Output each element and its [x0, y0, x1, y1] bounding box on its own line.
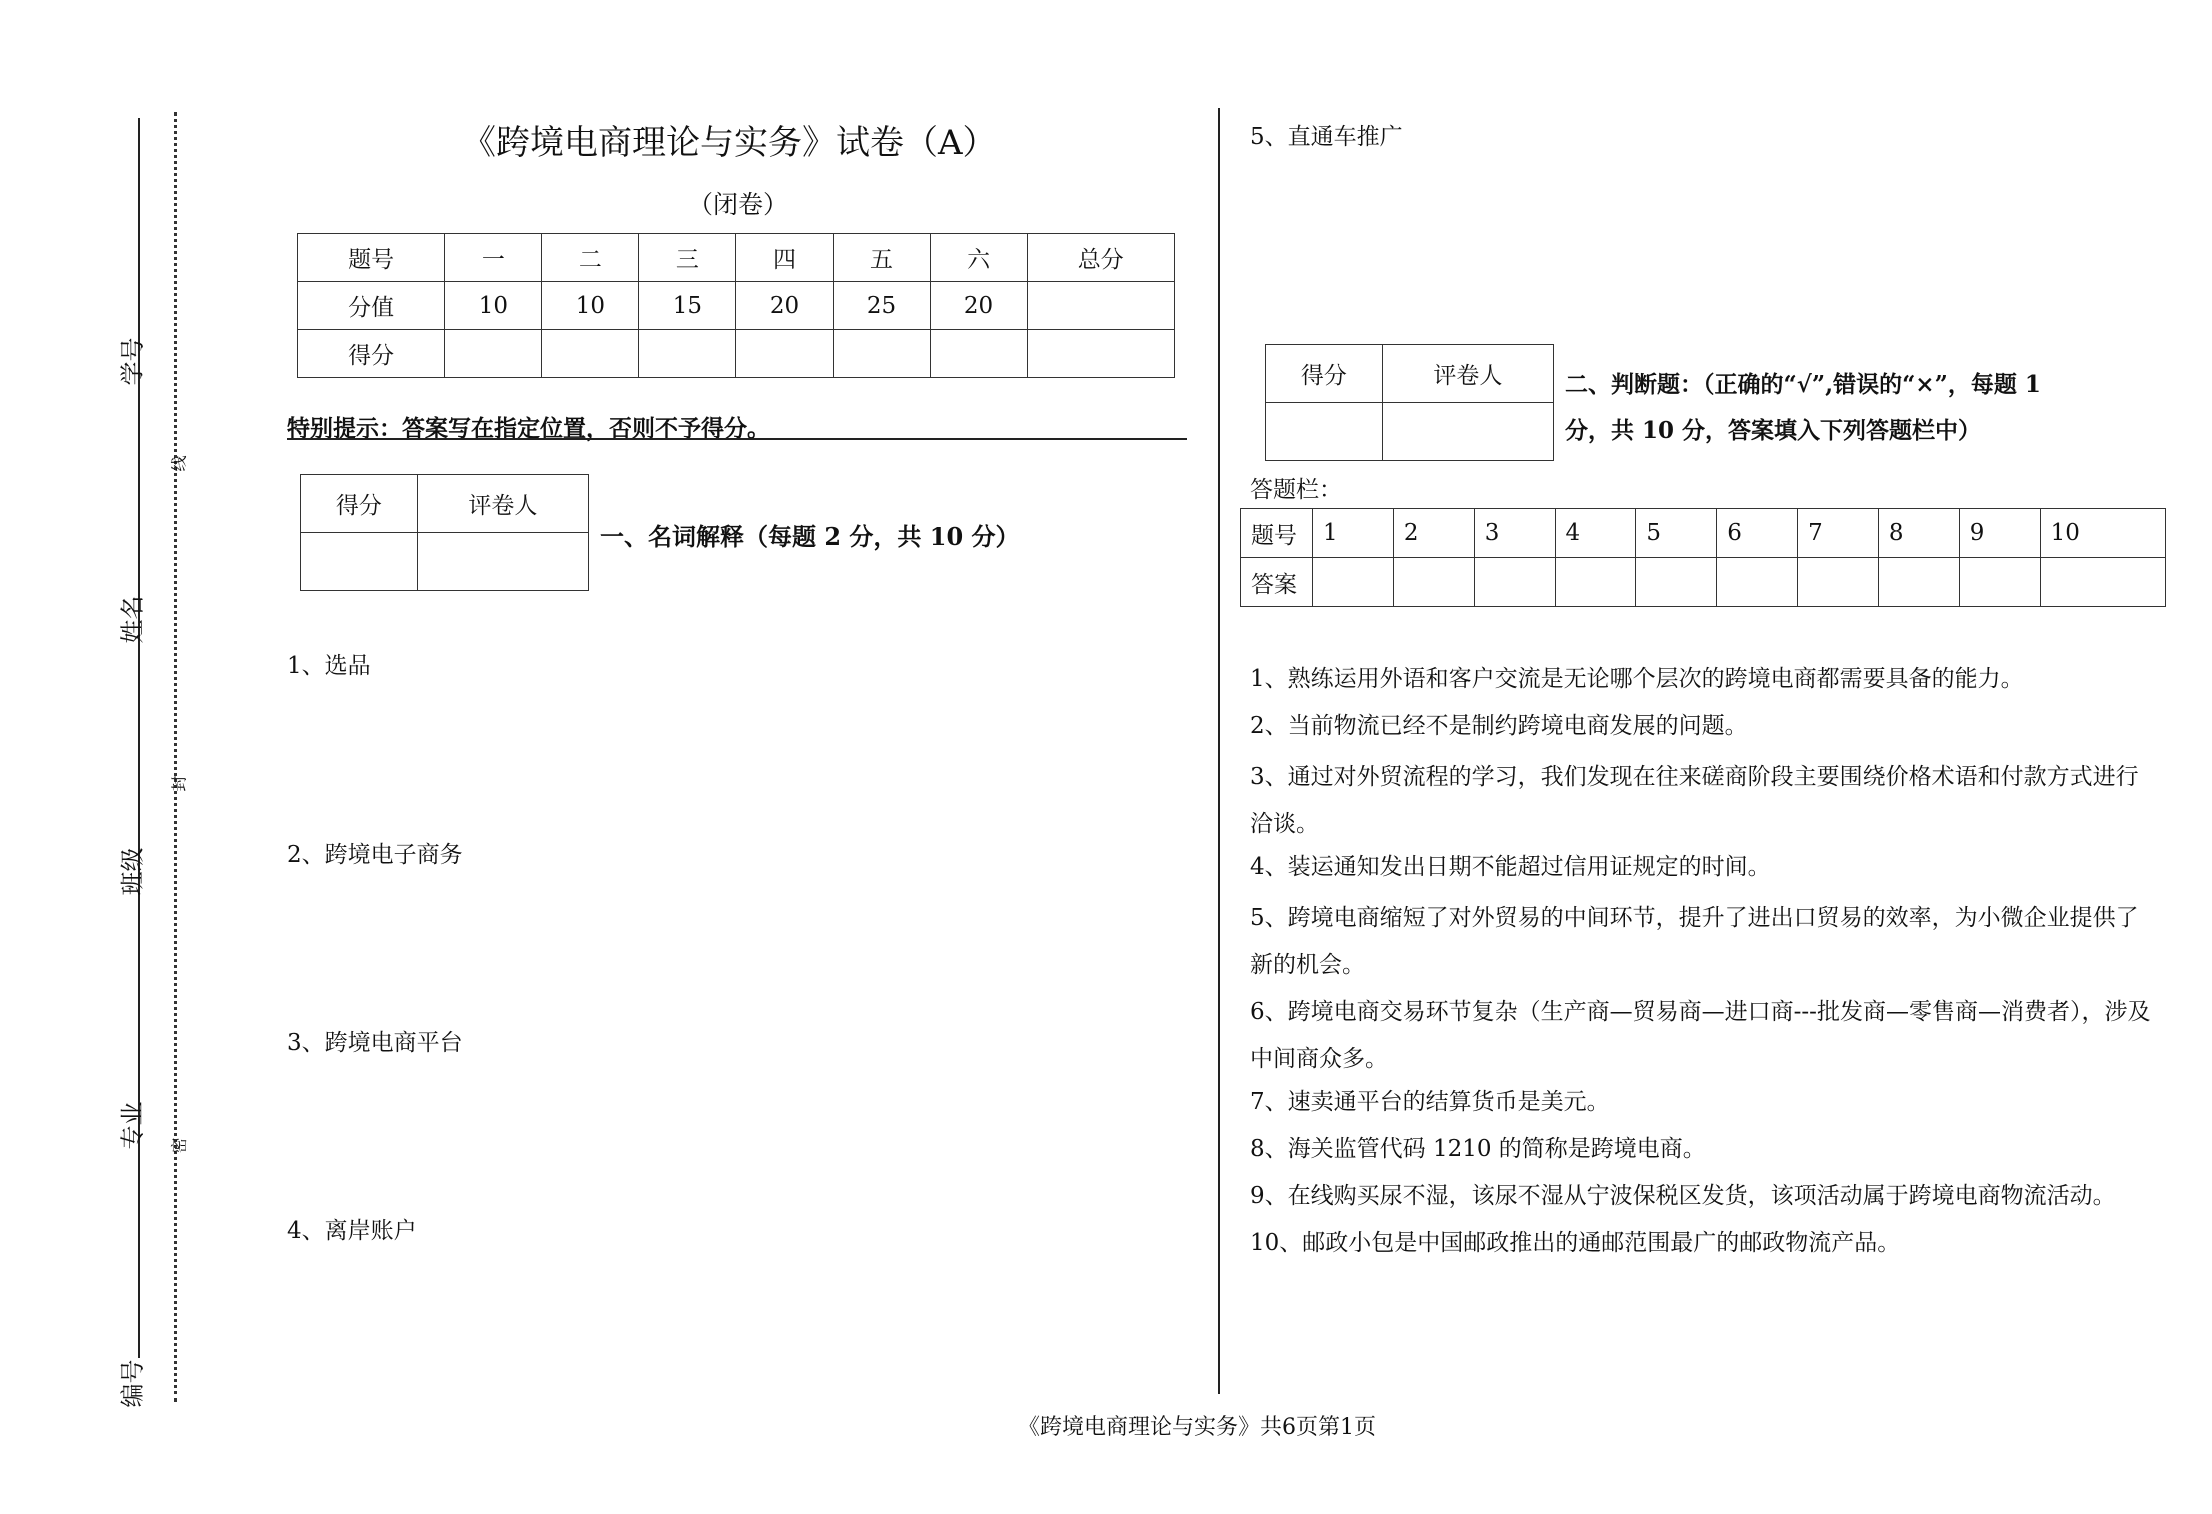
- answer-entry-cell[interactable]: [1313, 558, 1394, 607]
- judgment-item: 8、海关监管代码 1210 的简称是跨境电商。: [1250, 1136, 1706, 1162]
- score-table: [297, 233, 1175, 378]
- answer-entry-cell[interactable]: [1474, 558, 1555, 607]
- answer-entry-cell[interactable]: [2040, 558, 2165, 607]
- score-table-cell: 二: [542, 234, 639, 282]
- judgment-item: 6、跨境电商交易环节复杂（生产商—贸易商—进口商---批发商—零售商—消费者），涉及中间商众多。: [1250, 999, 2151, 1072]
- grader-score-entry[interactable]: [1266, 403, 1383, 461]
- score-table-cell: 五: [833, 234, 930, 282]
- answer-entry-cell[interactable]: [1636, 558, 1717, 607]
- column-divider: [1218, 108, 1220, 1394]
- score-table-cell: 三: [639, 234, 736, 282]
- answer-table: [1240, 508, 2166, 607]
- exam-subtitle: （闭卷）: [688, 190, 789, 219]
- term-item: 3、跨境电商平台: [287, 1030, 463, 1056]
- class-label: 班级: [118, 847, 147, 896]
- answer-entry-cell[interactable]: [1393, 558, 1474, 607]
- section2-grader-box: [1265, 344, 1554, 461]
- answer-entry-cell[interactable]: [1878, 558, 1959, 607]
- score-entry-cell[interactable]: [445, 330, 542, 378]
- special-notice: 特别提示：答案写在指定位置，否则不予得分。: [287, 415, 770, 442]
- major-label: 专业: [118, 1101, 147, 1150]
- score-entry-cell[interactable]: [930, 330, 1027, 378]
- score-table-cell: 六: [930, 234, 1027, 282]
- answer-entry-cell[interactable]: [1555, 558, 1636, 607]
- answer-table-row: [1241, 509, 2166, 558]
- score-table-cell: 得分: [298, 330, 445, 378]
- answer-table-cell: 2: [1393, 509, 1474, 558]
- grader-box-row: [301, 475, 589, 533]
- answer-table-cell: 10: [2040, 509, 2165, 558]
- judgment-item: 5、跨境电商缩短了对外贸易的中间环节，提升了进出口贸易的效率，为小微企业提供了新的机会。: [1250, 905, 2139, 978]
- grader-box-row: [1266, 345, 1554, 403]
- score-table-cell: 总分: [1027, 234, 1174, 282]
- term-item: 2、跨境电子商务: [287, 842, 463, 868]
- grader-name-label: 评卷人: [1382, 345, 1553, 403]
- term-item: 4、离岸账户: [287, 1218, 417, 1244]
- score-table-row: [298, 330, 1175, 378]
- cut-mark-seal: 封: [169, 775, 189, 792]
- answer-table-cell: 答案: [1241, 558, 1313, 607]
- term-item: 1、选品: [287, 653, 371, 679]
- section1-heading: 一、名词解释（每题 2 分，共 10 分）: [600, 522, 1020, 551]
- judgment-item: 10、邮政小包是中国邮政推出的通邮范围最广的邮政物流产品。: [1250, 1230, 1901, 1256]
- answer-entry-cell[interactable]: [1959, 558, 2040, 607]
- answer-table-cell: 题号: [1241, 509, 1313, 558]
- judgment-item: 4、装运通知发出日期不能超过信用证规定的时间。: [1250, 854, 1771, 880]
- answer-entry-cell[interactable]: [1717, 558, 1798, 607]
- answer-table-cell: 8: [1878, 509, 1959, 558]
- score-table-cell: 15: [639, 282, 736, 330]
- score-table-cell: [1027, 282, 1174, 330]
- notice-underline: [287, 438, 1187, 440]
- grader-box-row: [1266, 403, 1554, 461]
- section2-heading-line2: 分，共 10 分，答案填入下列答题栏中）: [1565, 417, 1982, 444]
- answer-bar-label: 答题栏：: [1250, 477, 1342, 503]
- answer-table-cell: 6: [1717, 509, 1798, 558]
- score-table-cell: 20: [736, 282, 833, 330]
- grader-score-label: 得分: [301, 475, 418, 533]
- score-table-cell: 20: [930, 282, 1027, 330]
- judgment-item: 7、速卖通平台的结算货币是美元。: [1250, 1089, 1610, 1115]
- answer-entry-cell[interactable]: [1798, 558, 1879, 607]
- score-table-cell: 四: [736, 234, 833, 282]
- grader-score-label: 得分: [1266, 345, 1383, 403]
- score-table-row: [298, 282, 1175, 330]
- section1-grader-box: [300, 474, 589, 591]
- answer-table-cell: 7: [1798, 509, 1879, 558]
- binding-line: [138, 118, 140, 1358]
- score-entry-cell[interactable]: [1027, 330, 1174, 378]
- score-table-cell: 10: [542, 282, 639, 330]
- exam-title: 《跨境电商理论与实务》试卷（A）: [462, 123, 997, 163]
- section2-heading-line1: 二、判断题：（正确的“√”,错误的“×”，每题 1: [1565, 371, 2041, 398]
- score-table-cell: 10: [445, 282, 542, 330]
- number-label: 编号: [118, 1359, 147, 1408]
- name-label: 姓名: [118, 595, 147, 644]
- grader-name-entry[interactable]: [417, 533, 588, 591]
- cut-mark-secret: 密: [169, 1137, 189, 1154]
- score-entry-cell[interactable]: [542, 330, 639, 378]
- term-item: 5、直通车推广: [1250, 124, 1403, 150]
- student-id-label: 学号: [118, 337, 147, 386]
- judgment-item: 1、熟练运用外语和客户交流是无论哪个层次的跨境电商都需要具备的能力。: [1250, 666, 2024, 692]
- page-footer: 《跨境电商理论与实务》共6页第1页: [1018, 1415, 1376, 1440]
- answer-table-cell: 9: [1959, 509, 2040, 558]
- score-table-cell: 分值: [298, 282, 445, 330]
- judgment-item: 9、在线购买尿不湿，该尿不湿从宁波保税区发货，该项活动属于跨境电商物流活动。: [1250, 1183, 2116, 1209]
- cut-line: [174, 112, 177, 1402]
- score-entry-cell[interactable]: [639, 330, 736, 378]
- score-entry-cell[interactable]: [833, 330, 930, 378]
- answer-table-cell: 3: [1474, 509, 1555, 558]
- score-table-row: [298, 234, 1175, 282]
- answer-table-row: [1241, 558, 2166, 607]
- grader-score-entry[interactable]: [301, 533, 418, 591]
- score-table-cell: 一: [445, 234, 542, 282]
- answer-table-cell: 5: [1636, 509, 1717, 558]
- judgment-item: 2、当前物流已经不是制约跨境电商发展的问题。: [1250, 713, 1748, 739]
- grader-box-row: [301, 533, 589, 591]
- score-entry-cell[interactable]: [736, 330, 833, 378]
- judgment-item: 3、通过对外贸流程的学习，我们发现在往来磋商阶段主要围绕价格术语和付款方式进行洽谈。: [1250, 764, 2139, 837]
- grader-name-entry[interactable]: [1382, 403, 1553, 461]
- score-table-cell: 25: [833, 282, 930, 330]
- answer-table-cell: 4: [1555, 509, 1636, 558]
- grader-name-label: 评卷人: [417, 475, 588, 533]
- answer-table-cell: 1: [1313, 509, 1394, 558]
- cut-mark-line: 线: [169, 455, 189, 472]
- score-table-cell: 题号: [298, 234, 445, 282]
